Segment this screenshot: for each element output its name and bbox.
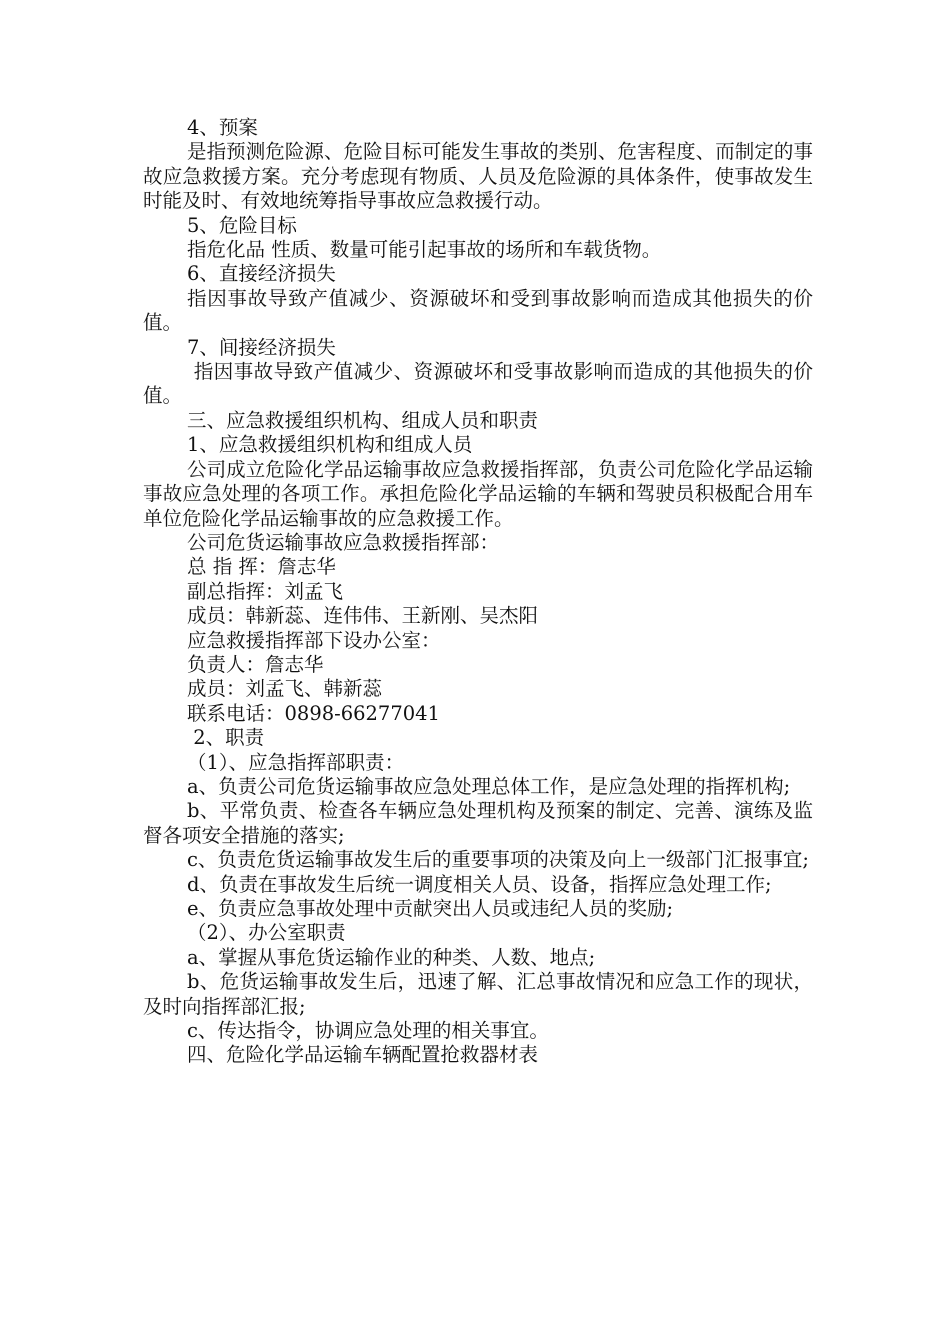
paragraph-indirect-loss: 指因事故导致产值减少、资源破坏和受事故影响而造成的其他损失的价值。 <box>143 360 813 408</box>
line-deputy-commander: 副总指挥：刘孟飞 <box>187 579 344 603</box>
line-command-title: 公司危货运输事故应急救援指挥部： <box>187 530 500 554</box>
line-contact-phone: 联系电话：0898-66277041 <box>187 701 440 725</box>
list-item-duty-d: d、负责在事故发生后统一调度相关人员、设备，指挥应急处理工作; <box>187 872 772 896</box>
list-item-office-a: a、掌握从事危货运输作业的种类、人数、地点; <box>187 945 596 969</box>
section-heading-duties: 2、职责 <box>187 726 265 750</box>
line-members: 成员：韩新蕊、连伟伟、王新刚、吴杰阳 <box>187 604 539 628</box>
subheading-office-duties: （2）、办公室职责 <box>187 921 346 945</box>
subheading-command-duties: （1）、应急指挥部职责： <box>187 750 405 774</box>
line-office-head: 负责人：詹志华 <box>187 652 324 676</box>
chapter-heading-equipment: 四、危险化学品运输车辆配置抢救器材表 <box>187 1043 539 1067</box>
section-heading-organization: 1、应急救援组织机构和组成人员 <box>187 433 473 457</box>
line-office-title: 应急救援指挥部下设办公室： <box>187 628 441 652</box>
paragraph-danger-target: 指危化品 性质、数量可能引起事故的场所和车载货物。 <box>187 238 662 262</box>
paragraph-plan-definition: 是指预测危险源、危险目标可能发生事故的类别、危害程度、而制定的事故应急救援方案。充分考虑现有物质、人员及危险源的具体条件，使事故发生时能及时、有效地统筹指导事故应急救援行动。 <box>143 140 813 213</box>
paragraph-organization: 公司成立危险化学品运输事故应急救援指挥部，负责公司危险化学品运输事故应急处理的各项工作。承担危险化学品运输的车辆和驾驶员积极配合用车单位危险化学品运输事故的应急救援工作。 <box>143 457 813 530</box>
section-heading-plan: 4、预案 <box>187 116 258 139</box>
list-item-office-c: c、传达指令，协调应急处理的相关事宜。 <box>187 1019 549 1043</box>
section-heading-indirect-loss: 7、间接经济损失 <box>187 335 336 359</box>
list-item-duty-c: c、负责危货运输事故发生后的重要事项的决策及向上一级部门汇报事宜; <box>187 848 809 872</box>
section-heading-direct-loss: 6、直接经济损失 <box>187 262 336 286</box>
section-heading-danger-target: 5、危险目标 <box>187 213 297 237</box>
list-item-duty-a: a、负责公司危货运输事故应急处理总体工作，是应急处理的指挥机构; <box>187 774 791 798</box>
chapter-heading-organization: 三、应急救援组织机构、组成人员和职责 <box>187 408 539 432</box>
list-item-office-b: b、危货运输事故发生后，迅速了解、汇总事故情况和应急工作的现状，及时向指挥部汇报; <box>143 970 813 1018</box>
list-item-duty-e: e、负责应急事故处理中贡献突出人员或违纪人员的奖励; <box>187 897 674 920</box>
line-commander: 总 指 挥：詹志华 <box>187 555 336 579</box>
line-office-members: 成员：刘孟飞、韩新蕊 <box>187 677 383 701</box>
paragraph-direct-loss: 指因事故导致产值减少、资源破坏和受到事故影响而造成其他损失的价值。 <box>143 286 813 335</box>
document-body <box>143 116 813 1068</box>
list-item-duty-b: b、平常负责、检查各车辆应急处理机构及预案的制定、完善、演练及监督各项安全措施的落实; <box>143 799 813 847</box>
